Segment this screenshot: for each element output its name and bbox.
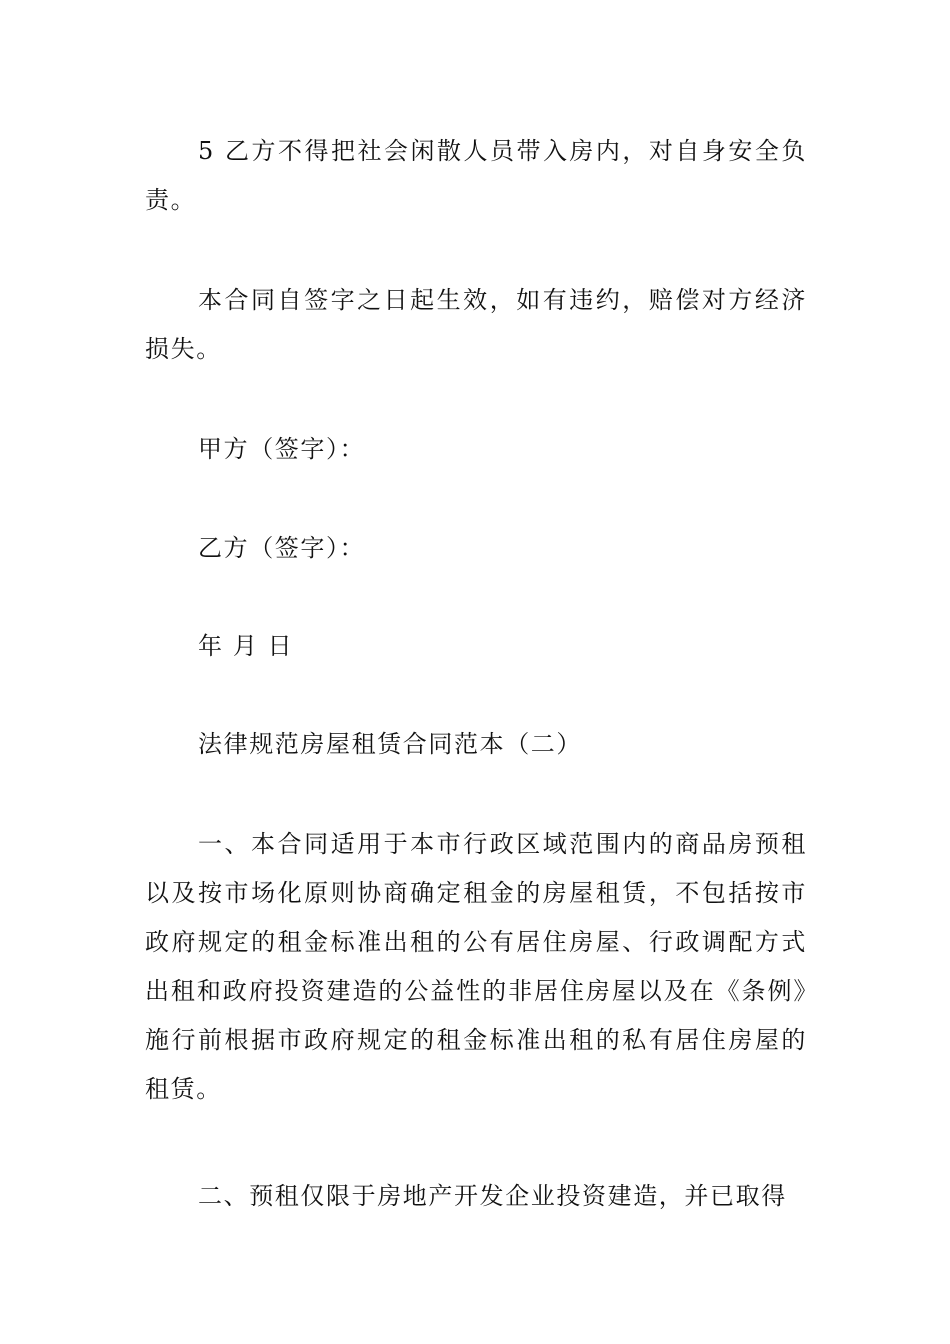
signature-date: 年 月 日 — [198, 632, 294, 660]
section-title: 法律规范房屋租赁合同范本（二） — [198, 730, 582, 758]
paragraph-effective-clause: 本合同自签字之日起生效，如有违约，赔偿对方经济损失。 — [145, 286, 807, 363]
paragraph-article-2: 二、预租仅限于房地产开发企业投资建造，并已取得 — [198, 1182, 787, 1210]
signature-party-a: 甲方（签字）： — [198, 435, 366, 463]
signature-party-b: 乙方（签字）： — [198, 534, 366, 562]
paragraph-article-1: 一、本合同适用于本市行政区域范围内的商品房预租以及按市场化原则协商确定租金的房屋租赁，不包括按市政府规定的租金标准出租的公有居住房屋、行政调配方式出租和政府投资建造的公益性的非居住房屋以及在《条例》施行前根据市政府规定的租金标准出租的私有居住房屋的租赁。 — [145, 830, 807, 1103]
paragraph-clause-5: 5 乙方不得把社会闲散人员带入房内，对自身安全负责。 — [145, 137, 807, 214]
